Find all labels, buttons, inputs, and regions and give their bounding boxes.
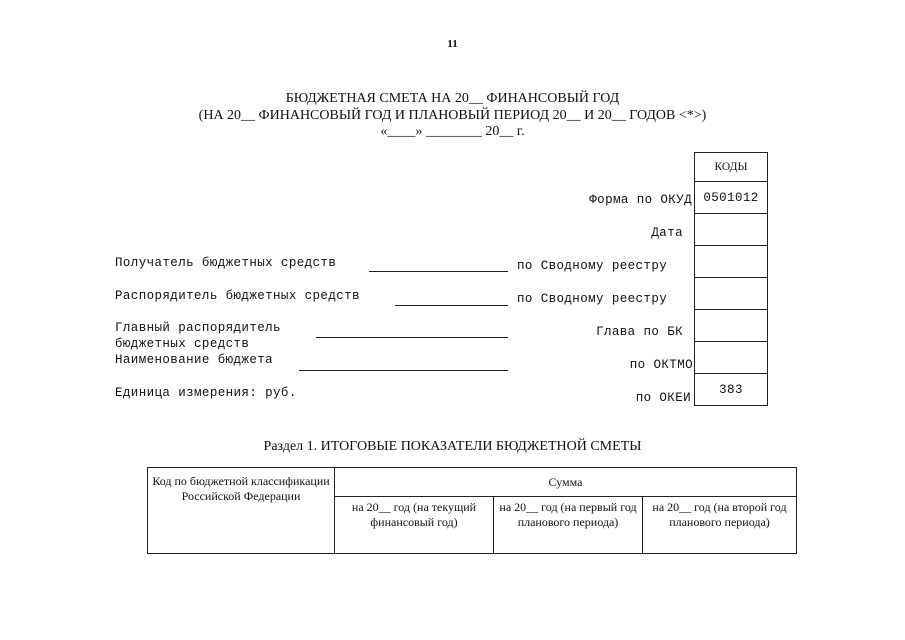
chapter-code-cell[interactable]: [695, 309, 767, 341]
budget-name-fill-line[interactable]: [299, 370, 508, 371]
chief-manager-label-line2: бюджетных средств: [115, 337, 250, 351]
codes-column: [694, 152, 768, 406]
recipient-label: Получатель бюджетных средств: [115, 256, 337, 270]
summary-table: [147, 467, 797, 554]
current-year-header: на 20__ год (на текущий финансовый год): [335, 497, 494, 554]
code-column-header: Код по бюджетной классификации Российской Федерации: [148, 468, 335, 554]
chapter-label: Глава по БК: [596, 325, 683, 339]
page-number: 11: [447, 38, 458, 50]
document-subtitle: (НА 20__ ФИНАНСОВЫЙ ГОД И ПЛАНОВЫЙ ПЕРИОД 20__ И 20__ ГОДОВ <*>): [198, 108, 707, 123]
oktmo-label: по ОКТМО: [629, 358, 693, 372]
manager-fill-line[interactable]: [395, 305, 508, 306]
manager-code-cell[interactable]: [695, 277, 767, 309]
codes-header: КОДЫ: [714, 161, 748, 173]
unit-label: Единица измерения: руб.: [115, 386, 297, 400]
document-date-line: «____» ________ 20__ г.: [380, 124, 525, 139]
chief-manager-fill-line[interactable]: [316, 337, 508, 338]
oktmo-code-cell[interactable]: [695, 341, 767, 373]
date-label: Дата: [651, 226, 683, 240]
manager-label: Распорядитель бюджетных средств: [115, 289, 360, 303]
okud-code-cell[interactable]: 0501012: [695, 181, 767, 213]
budget-name-label: Наименование бюджета: [115, 353, 274, 367]
section-title: Раздел 1. ИТОГОВЫЕ ПОКАЗАТЕЛИ БЮДЖЕТНОЙ СМЕТЫ: [263, 439, 642, 454]
recipient-fill-line[interactable]: [369, 271, 508, 272]
okei-label: по ОКЕИ: [635, 391, 691, 405]
registry-label-1: по Сводному реестру: [517, 259, 668, 273]
date-code-cell[interactable]: [695, 213, 767, 245]
second-plan-year-header: на 20__ год (на второй год планового периода): [643, 497, 797, 554]
first-plan-year-header: на 20__ год (на первый год планового периода): [494, 497, 643, 554]
registry-label-2: по Сводному реестру: [517, 292, 668, 306]
okei-code-cell[interactable]: 383: [695, 373, 767, 405]
chief-manager-label-line1: Главный распорядитель: [115, 321, 281, 335]
sum-column-header: Сумма: [335, 468, 797, 497]
okud-label: Форма по ОКУД: [589, 193, 692, 207]
document-title: БЮДЖЕТНАЯ СМЕТА НА 20__ ФИНАНСОВЫЙ ГОД: [285, 91, 620, 106]
recipient-code-cell[interactable]: [695, 245, 767, 277]
